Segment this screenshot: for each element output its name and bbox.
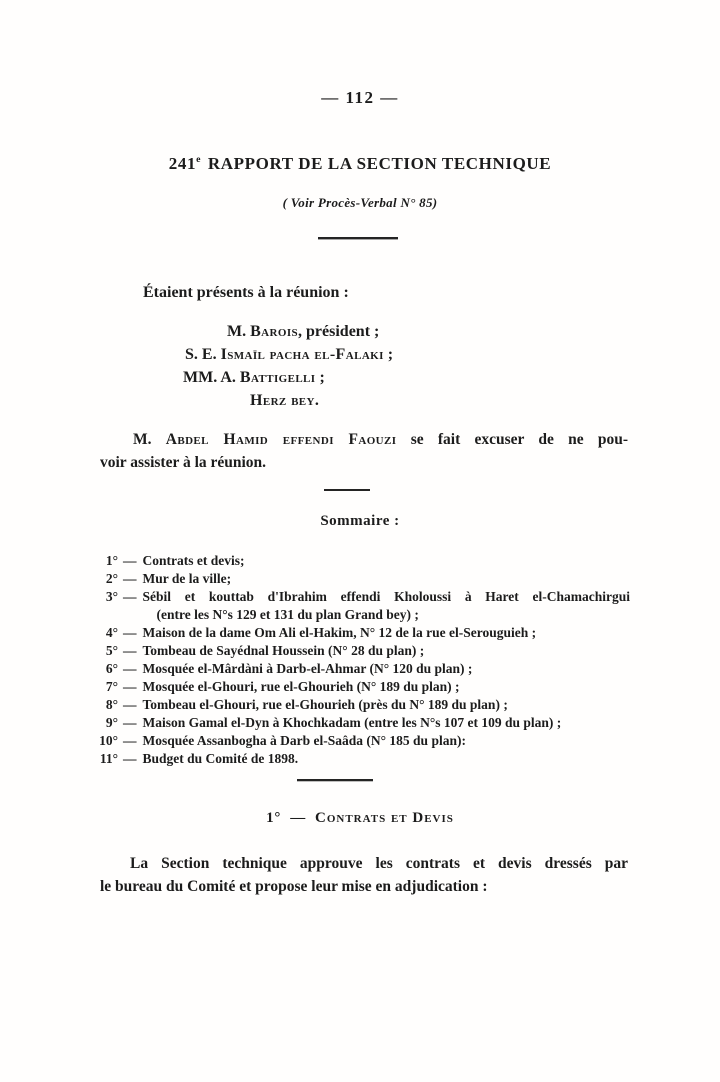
sommaire-item-text [143, 624, 631, 642]
sommaire-item-dash: — [123, 661, 137, 676]
report-subtitle: ( Voir Procès-Verbal N° 85) [282, 195, 438, 210]
divider-under-title [318, 237, 398, 239]
sommaire-item [84, 678, 630, 696]
sommaire-item-dash: — [123, 625, 137, 640]
sommaire-item-line-1: Maison de la dame Om Ali el-Hakim, N° 12 de la rue el-Serouguieh ; [142, 625, 537, 640]
attendee-line [250, 389, 720, 412]
sommaire-item [84, 642, 630, 660]
sommaire-item-dash: — [123, 715, 137, 730]
excuse-honorific: M. [133, 431, 166, 448]
sommaire-item [84, 570, 630, 588]
divider-before-sommaire [324, 489, 370, 491]
sommaire-item [84, 552, 630, 570]
divider-before-section [297, 779, 373, 781]
sommaire-item-text [143, 660, 631, 678]
attendee-name: Battigelli [239, 369, 316, 386]
sommaire-item-number: 2° [105, 571, 118, 586]
sommaire-item-line-2: (entre les N°s 129 et 131 du plan Grand bey) ; [156, 607, 419, 622]
section-dash: — [290, 810, 307, 826]
attendee-role: . [314, 392, 319, 409]
excuse-line-1 [100, 428, 628, 451]
sommaire-item-dash: — [123, 733, 137, 748]
sommaire-item-line-1: Budget du Comité de 1898. [142, 751, 299, 766]
closing-paragraph [100, 852, 628, 898]
excuse-text: se fait excuser de ne pou- [396, 431, 628, 448]
sommaire-item-number: 8° [105, 697, 118, 712]
sommaire-item-text [143, 642, 631, 660]
excuse-line-2: voir assister à la réunion. [100, 454, 267, 471]
sommaire-item-dash: — [123, 553, 137, 568]
excuse-person-name: Abdel Hamid effendi Faouzi [165, 431, 397, 448]
sommaire-item-number: 11° [99, 751, 118, 766]
sommaire-item-number: 1° [105, 553, 118, 568]
sommaire-item [84, 732, 630, 750]
attendee-line [227, 320, 720, 343]
sommaire-item [84, 588, 630, 624]
sommaire-item-text [143, 552, 631, 570]
sommaire-item [84, 624, 630, 642]
sommaire-item-line-1: Mosquée Assanbogha à Darb el-Saâda (N° 185 du plan): [142, 733, 466, 748]
section-number: 1° [266, 810, 282, 826]
report-title [0, 154, 720, 174]
sommaire-item-line-1: Contrats et devis; [142, 553, 245, 568]
attendee-honorific: MM. A. [183, 369, 240, 386]
page-number: — 112 — [321, 88, 399, 107]
section-title: Contrats et Devis [315, 810, 454, 826]
sommaire-item-line-1: Tombeau de Sayédnal Houssein (N° 28 du plan) ; [142, 643, 425, 658]
sommaire-item-number: 7° [105, 679, 118, 694]
report-title-ordinal-suffix: e [196, 154, 202, 166]
sommaire-item-text [143, 714, 631, 732]
sommaire-item-text [143, 732, 631, 750]
sommaire-item-line-1: Mosquée el-Ghouri, rue el-Ghourieh (N° 189 du plan) ; [142, 679, 460, 694]
excuse-paragraph [100, 428, 628, 474]
sommaire-item-dash: — [123, 589, 137, 604]
sommaire-item-line-1: Maison Gamal el-Dyn à Khochkadam (entre les N°s 107 et 109 du plan) ; [142, 715, 562, 730]
sommaire-item [84, 696, 630, 714]
sommaire-item-text [143, 570, 631, 588]
attendee-honorific: M. [227, 323, 251, 340]
sommaire-item-dash: — [123, 697, 137, 712]
sommaire-item [84, 660, 630, 678]
sommaire-item-line-1: Mosquée el-Mârdàni à Darb-el-Ahmar (N° 120 du plan) ; [142, 661, 473, 676]
sommaire-item-number: 9° [105, 715, 118, 730]
attendee-honorific: S. E. [185, 346, 221, 363]
attendee-line [185, 343, 720, 366]
report-title-number: 241 [168, 154, 197, 173]
report-title-text: RAPPORT DE LA SECTION TECHNIQUE [203, 154, 552, 173]
sommaire-item [84, 750, 630, 768]
sommaire-item-number: 5° [105, 643, 118, 658]
attendance-intro: Étaient présents à la réunion : [143, 284, 349, 301]
sommaire-item-dash: — [123, 571, 137, 586]
sommaire-item-text [143, 588, 631, 624]
sommaire-item-text [143, 678, 631, 696]
attendee-name: Barois [250, 323, 299, 340]
attendee-line [183, 366, 720, 389]
attendee-role: ; [315, 369, 325, 386]
closing-line-2: le bureau du Comité et propose leur mise en adjudication : [100, 878, 488, 895]
sommaire-item-line-1: Mur de la ville; [142, 571, 232, 586]
sommaire-list [84, 552, 630, 768]
attendee-name: Ismaïl pacha el-Falaki [220, 346, 384, 363]
sommaire-item [84, 714, 630, 732]
sommaire-item-dash: — [123, 643, 137, 658]
sommaire-item-number: 3° [105, 589, 118, 604]
closing-line-1: La Section technique approuve les contrats et devis dressés par [130, 855, 628, 872]
attendee-name: Herz bey [250, 392, 315, 409]
sommaire-item-dash: — [123, 679, 137, 694]
sommaire-item-text [143, 750, 631, 768]
section-1-heading [0, 810, 720, 827]
attendee-role: , président ; [298, 323, 380, 340]
sommaire-item-text [143, 696, 631, 714]
attendees-list [0, 320, 720, 412]
sommaire-item-line-1: Sébil et kouttab d'Ibrahim effendi Kholoussi à Haret el-Chamachirgui [142, 589, 630, 604]
sommaire-heading: Sommaire : [320, 513, 400, 529]
sommaire-item-line-1: Tombeau el-Ghouri, rue el-Ghourieh (près du N° 189 du plan) ; [142, 697, 508, 712]
sommaire-item-number: 4° [105, 625, 118, 640]
sommaire-item-number: 10° [99, 733, 118, 748]
sommaire-item-number: 6° [105, 661, 118, 676]
sommaire-item-dash: — [123, 751, 137, 766]
attendee-role: ; [383, 346, 394, 363]
